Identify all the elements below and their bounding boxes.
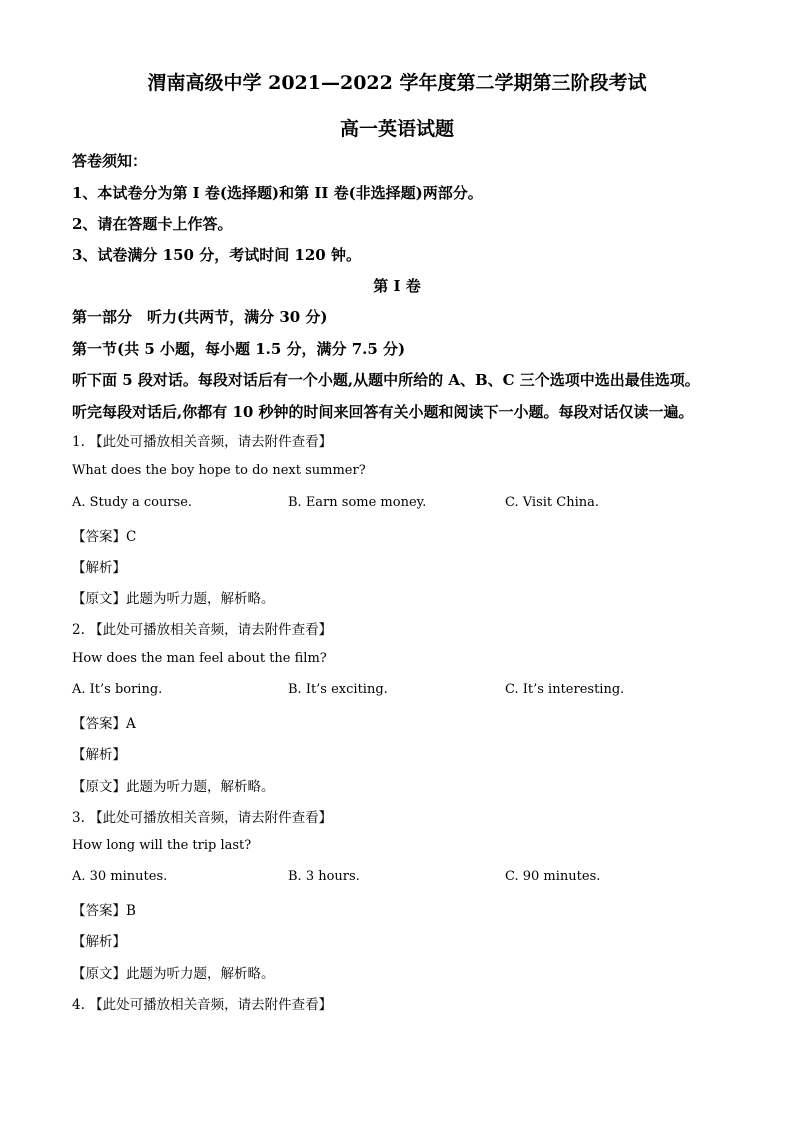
source-note: 【原文】此题为听力题，解析略。 bbox=[72, 591, 275, 607]
analysis-label: 【解析】 bbox=[72, 560, 126, 576]
option-b: B. It’s exciting. bbox=[288, 682, 388, 697]
option-a: A. Study a course. bbox=[72, 495, 193, 510]
page-subtitle: 高一英语试题 bbox=[339, 118, 454, 140]
answer-label: 【答案】C bbox=[72, 529, 137, 545]
notice-item: 2、请在答题卡上作答。 bbox=[72, 215, 233, 233]
instruction-line: 听完每段对话后,你都有 10 秒钟的时间来回答有关小题和阅读下一小题。每段对话仅读一遍。 bbox=[72, 403, 694, 421]
audio-placeholder[interactable]: 4. 【此处可播放相关音频，请去附件查看】 bbox=[72, 997, 333, 1013]
source-note: 【原文】此题为听力题，解析略。 bbox=[72, 779, 275, 795]
notice-item: 1、本试卷分为第 I 卷(选择题)和第 II 卷(非选择题)两部分。 bbox=[72, 184, 483, 202]
analysis-label: 【解析】 bbox=[72, 934, 126, 950]
volume-heading: 第 I 卷 bbox=[373, 277, 421, 295]
instruction-line: 听下面 5 段对话。每段对话后有一个小题,从题中所给的 A、B、C 三个选项中选出最佳选项。 bbox=[72, 371, 700, 389]
answer-label: 【答案】B bbox=[72, 903, 136, 919]
audio-placeholder[interactable]: 3. 【此处可播放相关音频，请去附件查看】 bbox=[72, 810, 333, 826]
section-heading: 第一节(共 5 小题，每小题 1.5 分，满分 7.5 分) bbox=[72, 340, 406, 358]
question-stem: How does the man feel about the film? bbox=[72, 651, 327, 666]
option-c: C. Visit China. bbox=[505, 495, 599, 510]
audio-placeholder[interactable]: 2. 【此处可播放相关音频，请去附件查看】 bbox=[72, 622, 333, 638]
analysis-label: 【解析】 bbox=[72, 747, 126, 763]
answer-label: 【答案】A bbox=[72, 716, 136, 732]
question-stem: How long will the trip last? bbox=[72, 838, 252, 853]
audio-placeholder[interactable]: 1. 【此处可播放相关音频，请去附件查看】 bbox=[72, 434, 333, 450]
notice-heading: 答卷须知： bbox=[72, 152, 148, 170]
option-a: A. 30 minutes. bbox=[72, 869, 168, 884]
option-c: C. 90 minutes. bbox=[505, 869, 601, 884]
question-stem: What does the boy hope to do next summer? bbox=[72, 463, 366, 478]
source-note: 【原文】此题为听力题，解析略。 bbox=[72, 966, 275, 982]
option-b: B. Earn some money. bbox=[288, 495, 427, 510]
part-heading: 第一部分 听力(共两节，满分 30 分) bbox=[72, 308, 328, 326]
option-c: C. It’s interesting. bbox=[505, 682, 625, 697]
page-title: 渭南高级中学 2021—2022 学年度第二学期第三阶段考试 bbox=[147, 72, 647, 94]
option-a: A. It’s boring. bbox=[72, 682, 163, 697]
option-b: B. 3 hours. bbox=[288, 869, 360, 884]
notice-item: 3、试卷满分 150 分，考试时间 120 钟。 bbox=[72, 246, 361, 264]
